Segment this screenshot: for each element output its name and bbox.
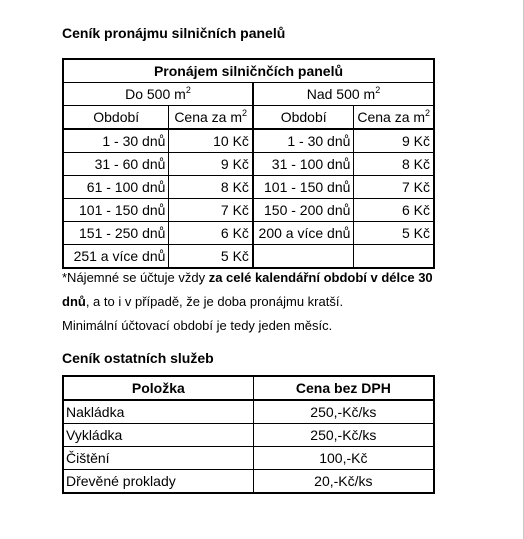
group-over-500-label: Nad 500 m [306, 86, 376, 102]
col-period-right: Období [253, 106, 354, 130]
note-minimum-period: Minimální účtovací období je tedy jeden měsíc. [62, 318, 333, 333]
left-period: 101 - 150 dnů [63, 199, 169, 222]
left-price: 5 Kč [169, 245, 253, 269]
left-period: 151 - 250 dnů [63, 222, 169, 245]
table-row [63, 199, 434, 222]
services-pricelist-title: Ceník ostatních služeb [62, 350, 214, 366]
note-text: *Nájemné se účtuje vždy [62, 270, 209, 285]
left-price: 10 Kč [169, 129, 253, 153]
rental-price-table [62, 58, 435, 269]
rental-pricelist-title: Ceník pronájmu silničních panelů [62, 25, 286, 41]
table-row [63, 447, 434, 470]
col-price-right-label: Cena za m [357, 109, 426, 125]
billing-note [62, 266, 462, 338]
col-price-left-label: Cena za m [174, 109, 243, 125]
table-row [63, 424, 434, 447]
left-price: 6 Kč [169, 222, 253, 245]
table-row [63, 400, 434, 424]
rental-table-title: Pronájem silničnčích panelů [63, 59, 434, 83]
service-price: 250,-Kč/ks [253, 400, 434, 424]
col-price-right [354, 106, 434, 130]
right-period: 101 - 150 dnů [253, 176, 354, 199]
note-text-cont: , a to i v případě, že je doba pronájmu kratší. [85, 294, 344, 309]
col-price-left-sup: 2 [242, 108, 248, 118]
col-price-excl-vat: Cena bez DPH [253, 376, 434, 400]
right-period: 1 - 30 dnů [253, 129, 354, 153]
left-period: 31 - 60 dnů [63, 153, 169, 176]
right-price: 7 Kč [354, 176, 434, 199]
service-name: Dřevěné proklady [63, 470, 253, 494]
services-price-table [62, 375, 435, 494]
left-period: 61 - 100 dnů [63, 176, 169, 199]
note-bold-text: za celé kalendářní období v délce 30 dnů [62, 270, 433, 309]
left-price: 7 Kč [169, 199, 253, 222]
right-period [253, 245, 354, 269]
table-row [63, 129, 434, 153]
table-row [63, 470, 434, 494]
group-up-to-500-label: Do 500 m [125, 86, 186, 102]
group-up-to-500 [63, 83, 253, 106]
service-name: Vykládka [63, 424, 253, 447]
service-name: Čištění [63, 447, 253, 470]
table-row [63, 153, 434, 176]
col-price-right-sup: 2 [425, 108, 431, 118]
service-name: Nakládka [63, 400, 253, 424]
right-price: 5 Kč [354, 222, 434, 245]
table-column-header-row [63, 106, 434, 130]
right-period: 200 a více dnů [253, 222, 354, 245]
right-price [354, 245, 434, 269]
col-period-left: Období [63, 106, 169, 130]
table-group-row [63, 83, 434, 106]
service-price: 250,-Kč/ks [253, 424, 434, 447]
table-row [63, 222, 434, 245]
right-price: 9 Kč [354, 129, 434, 153]
left-period: 1 - 30 dnů [63, 129, 169, 153]
right-price: 6 Kč [354, 199, 434, 222]
left-period: 251 a více dnů [63, 245, 169, 269]
table-header-row [63, 376, 434, 400]
table-row [63, 245, 434, 269]
table-row [63, 176, 434, 199]
group-over-500 [253, 83, 434, 106]
right-price: 8 Kč [354, 153, 434, 176]
group-up-to-500-sup: 2 [185, 85, 191, 95]
col-price-left [169, 106, 253, 130]
service-price: 20,-Kč/ks [253, 470, 434, 494]
right-period: 150 - 200 dnů [253, 199, 354, 222]
service-price: 100,-Kč [253, 447, 434, 470]
left-price: 8 Kč [169, 176, 253, 199]
right-period: 31 - 100 dnů [253, 153, 354, 176]
group-over-500-sup: 2 [375, 85, 381, 95]
table-header-row [63, 59, 434, 83]
left-price: 9 Kč [169, 153, 253, 176]
col-item: Položka [63, 376, 253, 400]
